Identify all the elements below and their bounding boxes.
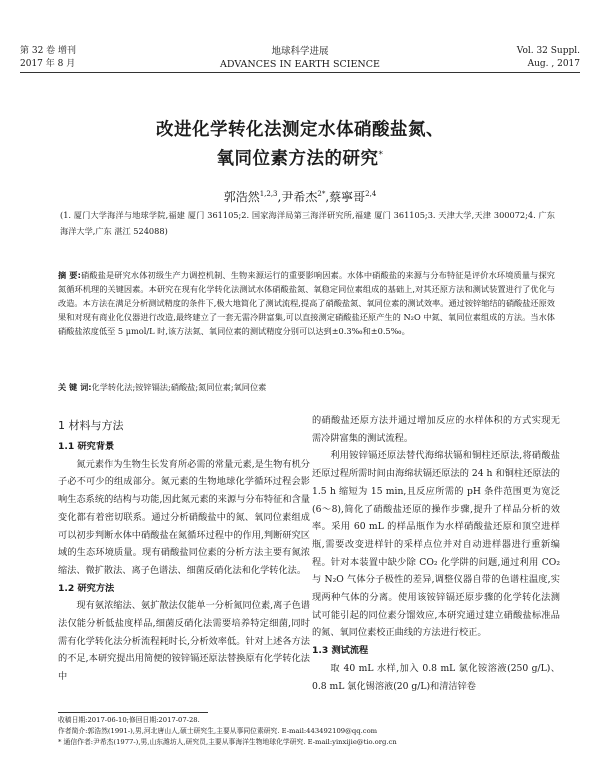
- body-column-left: [58, 412, 310, 686]
- paragraph: 利用铵锌镉还原法替代海绵状镉和铜柱还原法,将硝酸盐还原过程所需时间由海绵状镉还原法的 24 h 和铜柱还原法的 1.5 h 缩短为 15 min,且反应所需的 pH 条件范围更为宽泛(6～8),简化了硝酸盐还原的操作步骤,提升了样品分析的效率。采用 60 mL 的样品瓶作为水样硝酸盐还原和顶空进样瓶,需要改变进样针的采样点位并对自动进样器进行重新编程。针对本装置中缺少除 CO₂ 化学阱的问题,通过利用 CO₂ 与 N₂O 气体分子极性的差异,调整仪器自带的色谱柱温度,实现两种气体的分离。使用该铵锌镉还原步骤的化学转化法测试可能引起的同位素分馏效应,本研究通过建立硝酸盐标准品的氮、氧同位素校正曲线的方法进行校正。: [312, 450, 560, 639]
- footnotes: [58, 715, 580, 748]
- journal-name-en: ADVANCES IN EARTH SCIENCE: [220, 59, 380, 70]
- journal-name-cn: 地球科学进展: [271, 46, 329, 57]
- footnote-corresponding: * 通信作者:尹希杰(1977-),男,山东潍坊人,研究员,主要从事海洋生物地球化学研究. E-mail:yinxijie@tio.org.cn: [58, 738, 397, 746]
- paragraph: 取 40 mL 水样,加入 0.8 mL 氯化铵溶液(250 g/L)、0.8 mL 氯化锡溶液(20 g/L)和清洁锌卷: [312, 662, 560, 692]
- header-right: [517, 45, 580, 71]
- header-center: [200, 45, 400, 71]
- header-date: 2017 年 8 月: [20, 59, 76, 69]
- keywords-label: 关 键 词:: [58, 382, 92, 392]
- abstract-text: 硝酸盐是研究水体初级生产力调控机制、生物来源运行的重要影响因素。水体中硝酸盐的来源与分布特征是评价水环境质量与探究氮循环机理的关键因素。本研究在现有化学转化法测试水体硝酸盐氮、氧稳定同位素组成的基础上,对其还原方法和测试装置进行了优化与改造。本方法在满足分析测试精度的条件下,极大地简化了测试流程,提高了硝酸盐氮、氧同位素的测试效率。通过铵锌缩结的硝酸盐还原效果和对现有商业化仪器进行改造,最终建立了一套无需冷阱富集,可以直接测定硝酸盐还原产生的 N₂O 中氮、氧同位素组成的方法。当水体硝酸盐浓度低至 5 μmol/L 时,该方法氮、氧同位素的测试精度分别可以达到±0.3‰和±0.5‰。: [58, 270, 555, 336]
- affiliations: (1. 厦门大学海洋与地球学院,福建 厦门 361105;2. 国家海洋局第三海洋研究所,福建 厦门 361105;3. 天津大学,天津 300072;4. 广东海洋大学,广东 湛江 524088): [60, 210, 555, 236]
- title-footnote-mark: *: [378, 150, 384, 160]
- title-line-2-text: 氧同位素方法的研究: [216, 148, 379, 169]
- footnote-received: 收稿日期:2017-06-10;修回日期:2017-07-28.: [58, 716, 200, 724]
- author-1-affil: 1,2,3: [259, 190, 278, 198]
- header-date-en: Aug. , 2017: [527, 59, 580, 69]
- header-left: [20, 45, 76, 71]
- title-line-2: [40, 143, 560, 172]
- section-heading: 1 材料与方法: [58, 419, 124, 432]
- header-volume-en: Vol. 32 Suppl.: [516, 46, 580, 56]
- author-2-affil: 2*: [317, 190, 326, 198]
- abstract: [58, 268, 555, 338]
- author-3: 蔡寧哥: [329, 190, 366, 204]
- subsection-heading: 1.2 研究方法: [58, 582, 115, 594]
- title-line-1: 改进化学转化法测定水体硝酸盐氮、: [156, 120, 444, 140]
- header-volume: 第 32 卷 增刊: [20, 46, 77, 56]
- author-list: [40, 188, 560, 205]
- footnote-author-intro: 作者简介:郭浩然(1991-),男,河北唐山人,硕士研究生,主要从事同位素研究. E-mail:443492109@qq.com: [58, 727, 378, 735]
- paragraph: 现有氨浓缩法、氨扩散法仅能单一分析氮同位素,离子色谱法仅能分析低盐度样品,细菌反硝化法需要培养特定细菌,同时需有化学转化法分析流程耗时长,分析效率低。针对上述各方法的不足,本研究提出用简便的铵锌镉还原法替换原有化学转化法中: [58, 600, 310, 683]
- author-separator: ,: [277, 190, 282, 204]
- author-2: 尹希杰: [281, 190, 318, 204]
- author-3-affil: 2,4: [365, 190, 377, 198]
- abstract-label: 摘 要:: [58, 270, 81, 280]
- footnote-divider: [58, 712, 208, 713]
- paragraph: 氮元素作为生物生长发育所必需的常量元素,是生物有机分子必不可少的组成部分。氮元素的生物地球化学循环过程会影响生态系统的结构与功能,因此氮元素的来源与分布特征和含量变化都有着密切联系。通过分析硝酸盐中的氮、氧同位素组成可以初步判断水体中硝酸盐在氮循环过程中的作用,判断研究区域的生态环境质量。现有硝酸盐同位素的分析方法主要有氮浓缩法、微扩散法、离子色谱法、细菌反硝化法和化学转化法。: [58, 458, 310, 576]
- header-divider: [20, 72, 580, 73]
- body-column-right: [312, 412, 560, 695]
- author-separator: ,: [325, 190, 330, 204]
- paragraph: 的硝酸盐还原方法并通过增加反应的水样体积的方式实现无需冷阱富集的测试流程。: [312, 415, 560, 444]
- paper-title: [40, 118, 560, 172]
- subsection-heading: 1.3 测试流程: [312, 645, 369, 657]
- subsection-heading: 1.1 研究背景: [58, 441, 115, 452]
- keywords-text: 化学转化法;铵锌镉法;硝酸盐;氮同位素;氧同位素: [91, 382, 267, 392]
- keywords: [58, 380, 555, 394]
- author-1: 郭浩然: [223, 190, 260, 204]
